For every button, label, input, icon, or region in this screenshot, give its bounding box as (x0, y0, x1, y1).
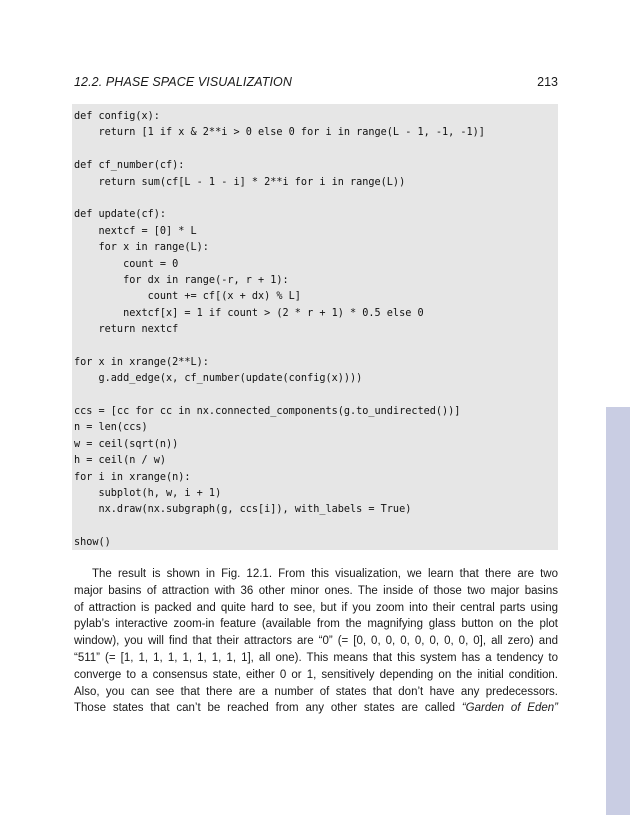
body-paragraph (74, 566, 558, 717)
paragraph-line: window), you will find that their attractors are “0” (= [0, 0, 0, 0, 0, 0, 0, 0, 0], all zero) and (74, 635, 558, 648)
paragraph-line: pylab’s interactive zoom-in feature (available from the magnifying glass button on the plot (74, 618, 558, 631)
paragraph-line: “511” (= [1, 1, 1, 1, 1, 1, 1, 1, 1], all one). This means that this system has a tendency to (74, 651, 558, 664)
code-line: n = len(ccs) (74, 422, 148, 434)
code-line: for x in xrange(2**L): (74, 356, 209, 368)
paragraph-line: of attraction is packed and quite hard to see, but if you zoom into their central parts using (74, 601, 558, 614)
code-blank-line (74, 519, 558, 535)
paragraph-line: Also, you can see that there are a number of states that don’t have any predecessors. (74, 685, 558, 698)
code-line: show() (74, 537, 111, 549)
code-blank-line (74, 388, 558, 404)
code-line: return nextcf (74, 324, 179, 336)
code-line: nextcf = [0] * L (74, 225, 197, 237)
page-number: 213 (537, 75, 558, 89)
paragraph-line: major basins of attraction with 36 other minor ones. The inside of those two major basins (74, 584, 558, 597)
running-header (74, 74, 558, 90)
code-line: ccs = [cc for cc in nx.connected_components(g.to_undirected())] (74, 406, 461, 418)
code-line: return [1 if x & 2**i > 0 else 0 for i in range(L - 1, -1, -1)] (74, 127, 485, 139)
section-title: 12.2. PHASE SPACE VISUALIZATION (74, 75, 292, 89)
code-line: subplot(h, w, i + 1) (74, 487, 222, 499)
code-line: count += cf[(x + dx) % L] (74, 291, 301, 303)
code-line: def cf_number(cf): (74, 160, 185, 172)
paragraph-line: The result is shown in Fig. 12.1. From this visualization, we learn that there are two (92, 568, 558, 580)
code-line: nx.draw(nx.subgraph(g, ccs[i]), with_labels = True) (74, 504, 412, 516)
code-line: g.add_edge(x, cf_number(update(config(x)))) (74, 373, 363, 385)
code-line: def update(cf): (74, 209, 167, 221)
term-garden-of-eden: “Garden of Eden” (461, 702, 558, 715)
paragraph-last-line (74, 700, 558, 717)
code-line: def config(x): (74, 111, 160, 122)
code-line: for dx in range(-r, r + 1): (74, 274, 289, 286)
code-line: for i in xrange(n): (74, 471, 191, 483)
code-line: for x in range(L): (74, 242, 209, 254)
code-listing (72, 104, 558, 550)
code-line: count = 0 (74, 258, 179, 270)
paragraph-last-line-text: Those states that can’t be reached from any other states are called (74, 702, 462, 715)
code-line: nextcf[x] = 1 if count > (2 * r + 1) * 0.5 else 0 (74, 307, 424, 319)
code-line: return sum(cf[L - 1 - i] * 2**i for i in range(L)) (74, 176, 406, 188)
code-blank-line (74, 338, 558, 354)
code-blank-line (74, 191, 558, 207)
code-line: w = ceil(sqrt(n)) (74, 438, 179, 450)
paragraph-line: converge to a consensus state, either 0 or 1, sensitively depending on the initial condition. (74, 668, 558, 681)
code-blank-line (74, 142, 558, 158)
chapter-thumb-tab (606, 407, 630, 815)
code-line: h = ceil(n / w) (74, 455, 167, 467)
